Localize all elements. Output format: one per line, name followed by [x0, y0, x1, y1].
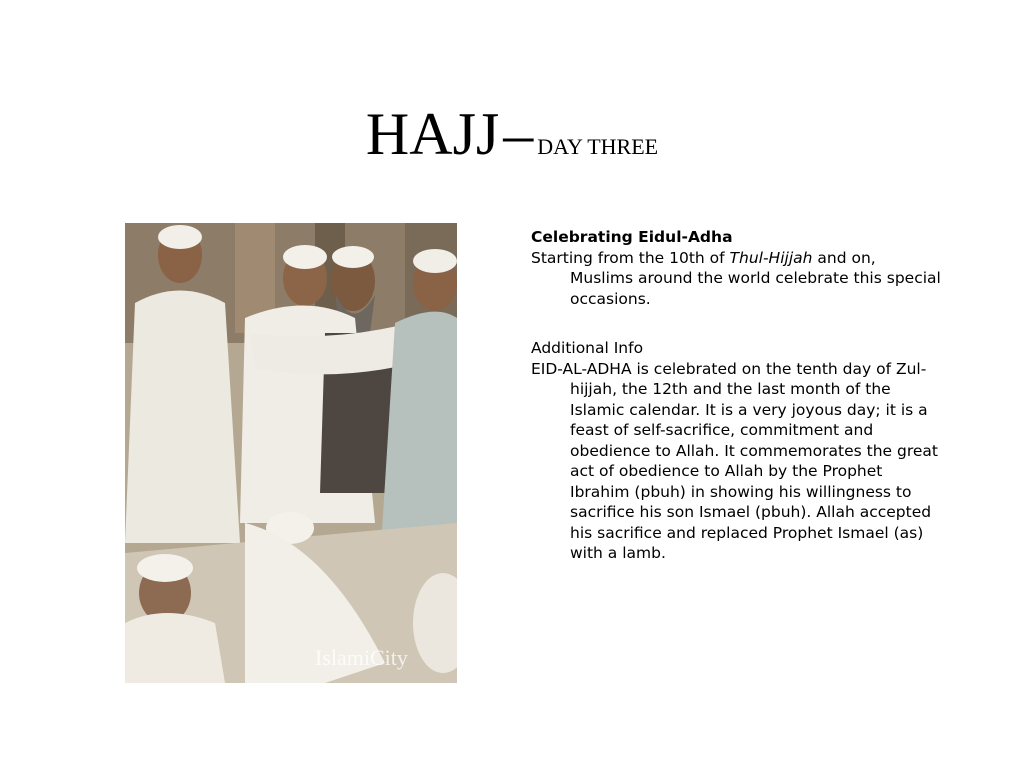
additional-info-heading: Additional Info: [531, 339, 644, 357]
title-main: HAJJ: [365, 101, 500, 167]
intro-paragraph: [531, 248, 941, 310]
paragraph-spacer: [531, 309, 941, 338]
intro-post: and on, Muslims around the world celebrate this special occasions.: [570, 248, 941, 308]
body-paragraph: EID-AL-ADHA is celebrated on the tenth day of Zul-hijjah, the 12th and the last month of the Islamic calendar. It is a very joyous day; it is a feast of self-sacrifice, commitment and obedience to Allah. It commemorates the great act of obedience to Allah by the Prophet Ibrahim (pbuh) in showing his willingness to sacrifice his son Ismael (pbuh). Allah accepted his sacrifice and replaced Prophet Ismael (as) with a lamb.: [531, 359, 938, 562]
slide-title: [0, 100, 1024, 169]
section-heading: Celebrating Eidul-Adha: [531, 228, 733, 246]
intro-em: Thul-Hijjah: [729, 248, 813, 267]
photo-watermark: IslamiCity: [315, 645, 408, 670]
intro-pre: Starting from the 10th of: [531, 248, 730, 267]
hajj-photo: [125, 223, 457, 683]
title-sub: DAY THREE: [537, 134, 659, 159]
slide-body: [531, 227, 941, 564]
title-dash: –: [503, 101, 534, 167]
